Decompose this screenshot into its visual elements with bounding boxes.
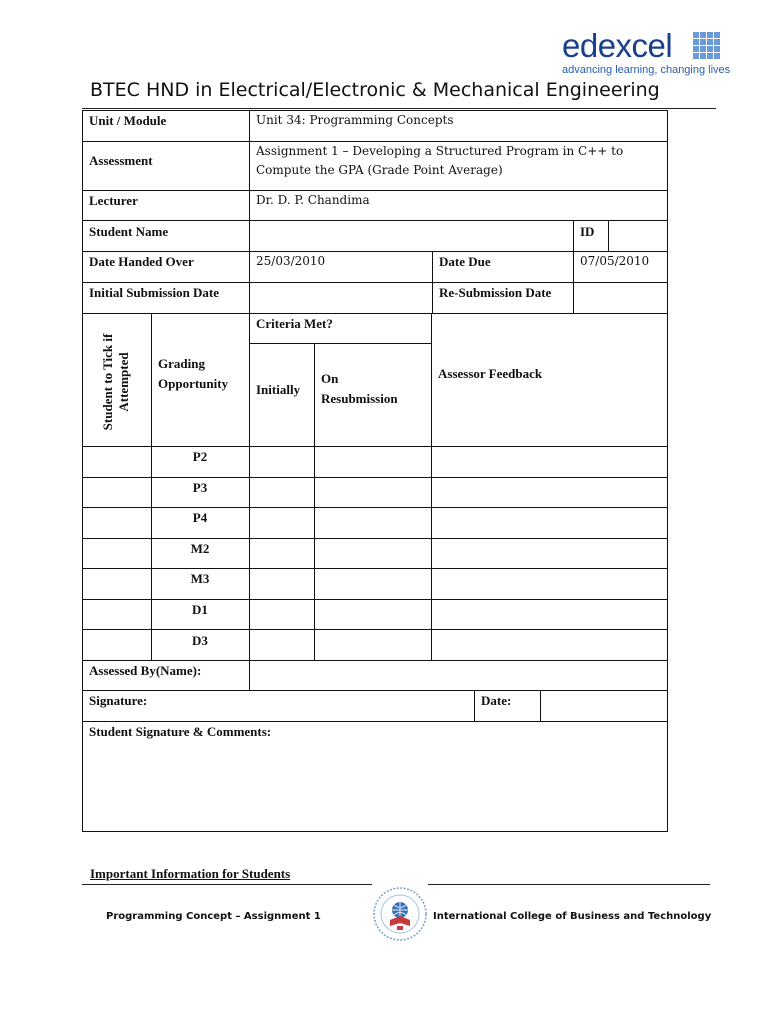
important-info-heading: Important Information for Students xyxy=(90,866,291,881)
date-handed-over-label: Date Handed Over xyxy=(89,254,194,269)
signature-label: Signature: xyxy=(89,693,148,708)
college-seal-icon xyxy=(372,886,428,942)
footer-divider-right xyxy=(428,884,710,885)
grade-row-label: P2 xyxy=(192,449,208,464)
footer-assignment-text: Programming Concept – Assignment 1 xyxy=(106,911,321,922)
lecturer-label: Lecturer xyxy=(89,193,138,208)
date-due-label: Date Due xyxy=(439,254,491,269)
student-signature-comments-label: Student Signature & Comments: xyxy=(89,724,272,739)
footer-divider-left xyxy=(82,884,372,885)
grade-row-label: D1 xyxy=(192,602,208,617)
lecturer-value[interactable]: Dr. D. P. Chandima xyxy=(256,193,370,207)
grade-row-label: M2 xyxy=(190,541,210,556)
assessment-value-line1[interactable]: Assignment 1 – Developing a Structured Program in C++ to xyxy=(256,144,624,158)
unit-module-value[interactable]: Unit 34: Programming Concepts xyxy=(256,113,454,127)
unit-module-label: Unit / Module xyxy=(89,113,167,128)
date-handed-over-value[interactable]: 25/03/2010 xyxy=(256,254,326,268)
on-resubmission-label-line1: On xyxy=(321,371,339,386)
date-due-value[interactable]: 07/05/2010 xyxy=(580,254,650,268)
assessment-label: Assessment xyxy=(89,153,153,168)
on-resubmission-label-line2: Resubmission xyxy=(321,391,398,406)
resubmission-date-label: Re-Submission Date xyxy=(439,285,552,300)
tick-column-header xyxy=(82,316,150,444)
document-title: BTEC HND in Electrical/Electronic & Mechanical Engineering xyxy=(90,79,660,101)
tick-header-line1: Student to Tick if xyxy=(100,333,115,431)
title-divider xyxy=(82,108,716,109)
id-label: ID xyxy=(580,224,595,239)
date-label: Date: xyxy=(481,693,512,708)
initial-submission-label: Initial Submission Date xyxy=(89,285,220,300)
assessed-by-label: Assessed By(Name): xyxy=(89,663,202,678)
assessor-feedback-label: Assessor Feedback xyxy=(438,366,543,381)
grade-row-label: P4 xyxy=(192,510,208,525)
grading-label-line1: Grading xyxy=(158,356,205,371)
student-name-label: Student Name xyxy=(89,224,169,239)
logo-tagline: advancing learning, changing lives xyxy=(562,64,731,76)
grading-label-line2: Opportunity xyxy=(158,376,229,391)
criteria-met-label: Criteria Met? xyxy=(256,316,333,331)
grade-row-label: D3 xyxy=(192,633,208,648)
initially-label: Initially xyxy=(256,382,301,397)
footer-college-text: International College of Business and Technology xyxy=(433,911,712,922)
grade-row-label: M3 xyxy=(190,571,210,586)
edexcel-logo xyxy=(560,28,730,80)
grade-row-label: P3 xyxy=(192,480,208,495)
logo-wordmark: edexcel xyxy=(562,27,673,64)
assessment-value-line2[interactable]: Compute the GPA (Grade Point Average) xyxy=(256,163,503,177)
tick-header-line2: Attempted xyxy=(116,352,131,412)
logo-dot-grid xyxy=(693,32,721,60)
